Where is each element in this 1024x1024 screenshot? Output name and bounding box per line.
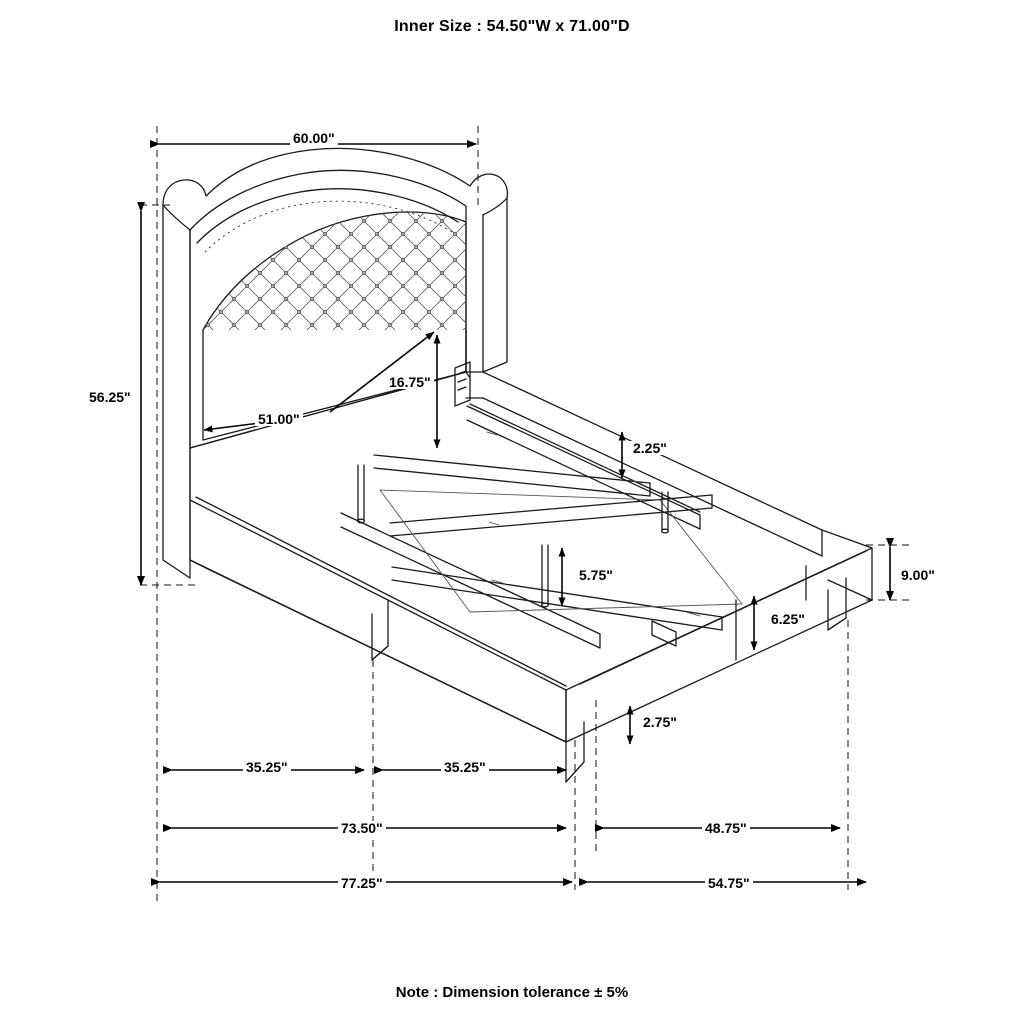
dim-label-overall-depth: 77.25"	[338, 876, 386, 890]
dim-label-slat-height: 5.75"	[576, 568, 616, 582]
dim-label-overall-height: 56.25"	[86, 390, 134, 404]
dim-label-overall-side: 54.75"	[705, 876, 753, 890]
dim-label-depth-front: 73.50"	[338, 821, 386, 835]
dim-label-leg-height: 2.75"	[640, 715, 680, 729]
page-title: Inner Size : 54.50"W x 71.00"D	[394, 18, 630, 35]
dim-label-rail-offset: 2.25"	[630, 441, 670, 455]
dim-label-rail-height: 6.25"	[768, 612, 808, 626]
dim-label-depth-side: 48.75"	[702, 821, 750, 835]
dim-label-headboard-panel-h: 16.75"	[386, 375, 434, 389]
dim-label-leg-span-right: 35.25"	[441, 760, 489, 774]
dim-label-headboard-inner-w: 51.00"	[255, 412, 303, 426]
dim-label-footboard-height: 9.00"	[898, 568, 938, 582]
dim-label-overall-width-top: 60.00"	[290, 131, 338, 145]
dim-label-leg-span-left: 35.25"	[243, 760, 291, 774]
tolerance-note: Note : Dimension tolerance ± 5%	[395, 984, 629, 1001]
